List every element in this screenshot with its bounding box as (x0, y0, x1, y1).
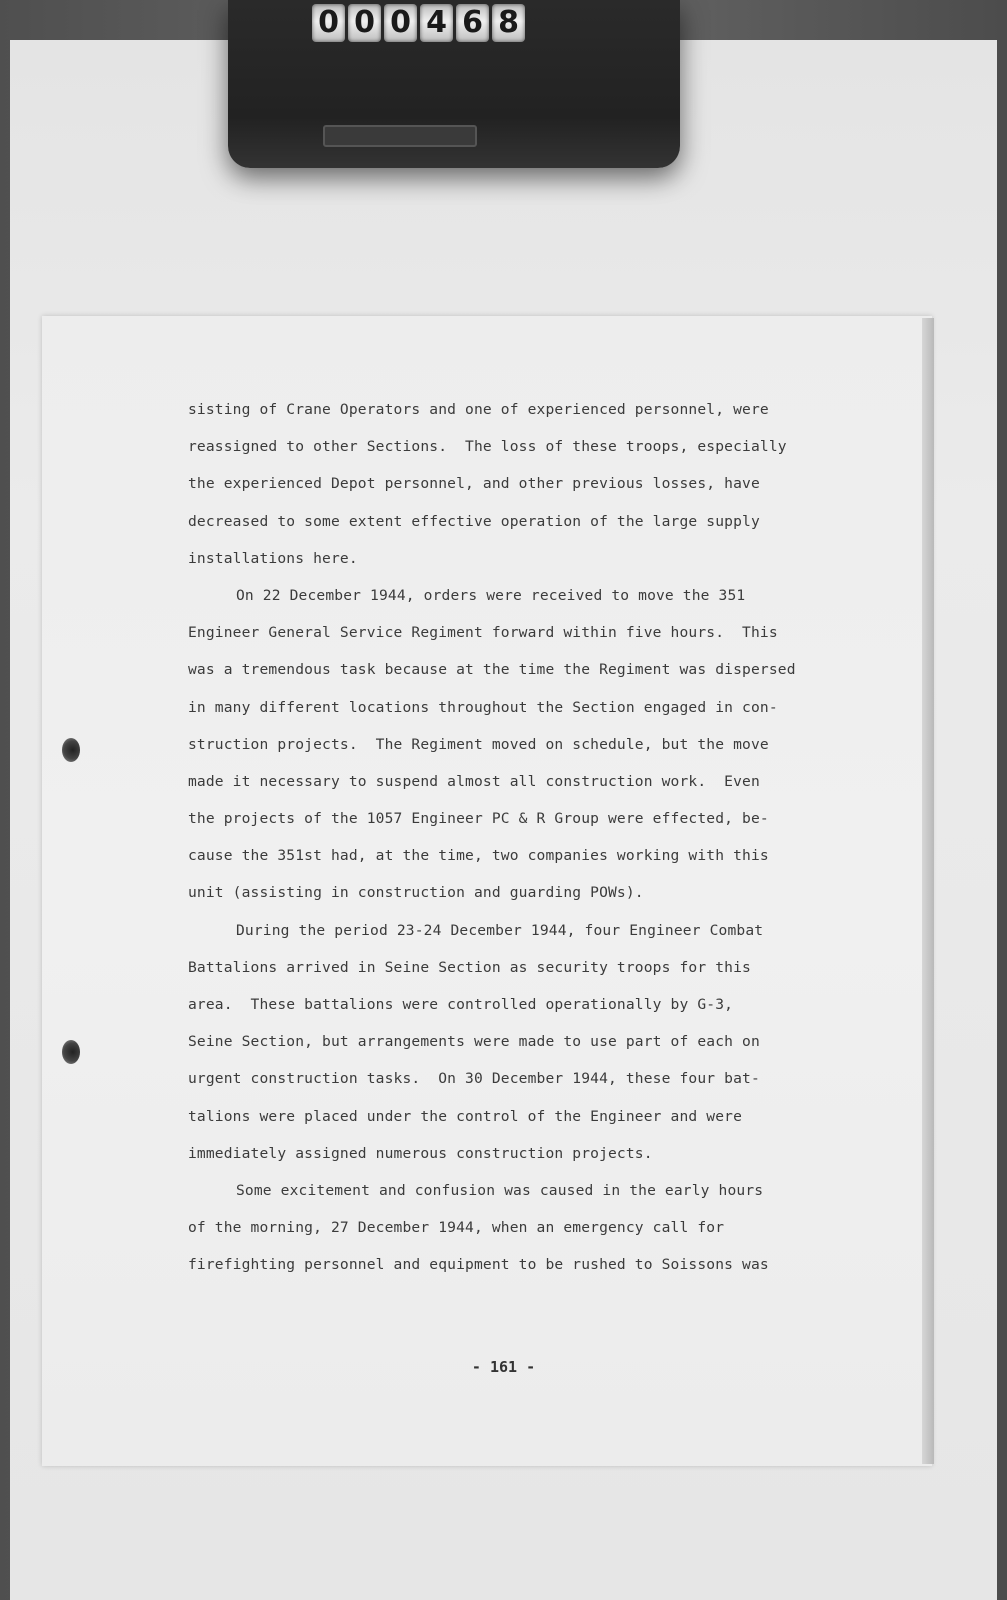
text-line: urgent construction tasks. On 30 December 1944, these four bat- (188, 1070, 760, 1088)
text-line: sisting of Crane Operators and one of experienced personnel, were (188, 401, 769, 418)
frame-counter-digit: 6 (456, 4, 489, 42)
frame-counter (312, 4, 525, 42)
frame-counter-digit: 0 (348, 4, 381, 42)
text-line: immediately assigned numerous construction projects. (188, 1144, 653, 1162)
document-body (188, 395, 888, 1288)
text-line: decreased to some extent effective operation of the large supply (188, 512, 760, 530)
text-line: in many different locations throughout the Section engaged in con- (188, 698, 778, 716)
frame-counter-digit: 0 (384, 4, 417, 42)
text-line: Engineer General Service Regiment forward within five hours. This (188, 624, 778, 642)
text-line: During the period 23-24 December 1944, four Engineer Combat (236, 921, 764, 939)
text-line: Seine Section, but arrangements were made to use part of each on (188, 1033, 760, 1051)
text-line: firefighting personnel and equipment to be rushed to Soissons was (188, 1256, 769, 1274)
text-line: struction projects. The Regiment moved on schedule, but the move (188, 735, 769, 753)
text-line: unit (assisting in construction and guarding POWs). (188, 884, 644, 902)
frame-counter-digit: 8 (492, 4, 525, 42)
text-line: installations here. (188, 549, 358, 567)
punch-hole-bottom (62, 1040, 80, 1064)
text-line: Some excitement and confusion was caused in the early hours (236, 1181, 764, 1199)
text-line: area. These battalions were controlled operationally by G-3, (188, 996, 734, 1013)
text-line: Battalions arrived in Seine Section as security troops for this (188, 958, 751, 976)
counter-slot (323, 125, 477, 147)
text-line: On 22 December 1944, orders were received to move the 351 (236, 586, 746, 604)
frame-counter-digit: 4 (420, 4, 453, 42)
text-line: reassigned to other Sections. The loss of these troops, especially (188, 438, 787, 456)
text-line: was a tremendous task because at the time the Regiment was dispersed (188, 661, 796, 679)
text-line: of the morning, 27 December 1944, when an emergency call for (188, 1219, 725, 1237)
text-line: the experienced Depot personnel, and other previous losses, have (188, 475, 760, 493)
frame-counter-digit: 0 (312, 4, 345, 42)
text-line: cause the 351st had, at the time, two companies working with this (188, 847, 769, 865)
text-line: talions were placed under the control of the Engineer and were (188, 1107, 743, 1125)
page-number: - 161 - (471, 1358, 536, 1376)
text-line: made it necessary to suspend almost all construction work. Even (188, 772, 760, 790)
punch-hole-top (62, 738, 80, 762)
page-edge (922, 318, 934, 1464)
text-line: the projects of the 1057 Engineer PC & R Group were effected, be- (188, 810, 769, 828)
